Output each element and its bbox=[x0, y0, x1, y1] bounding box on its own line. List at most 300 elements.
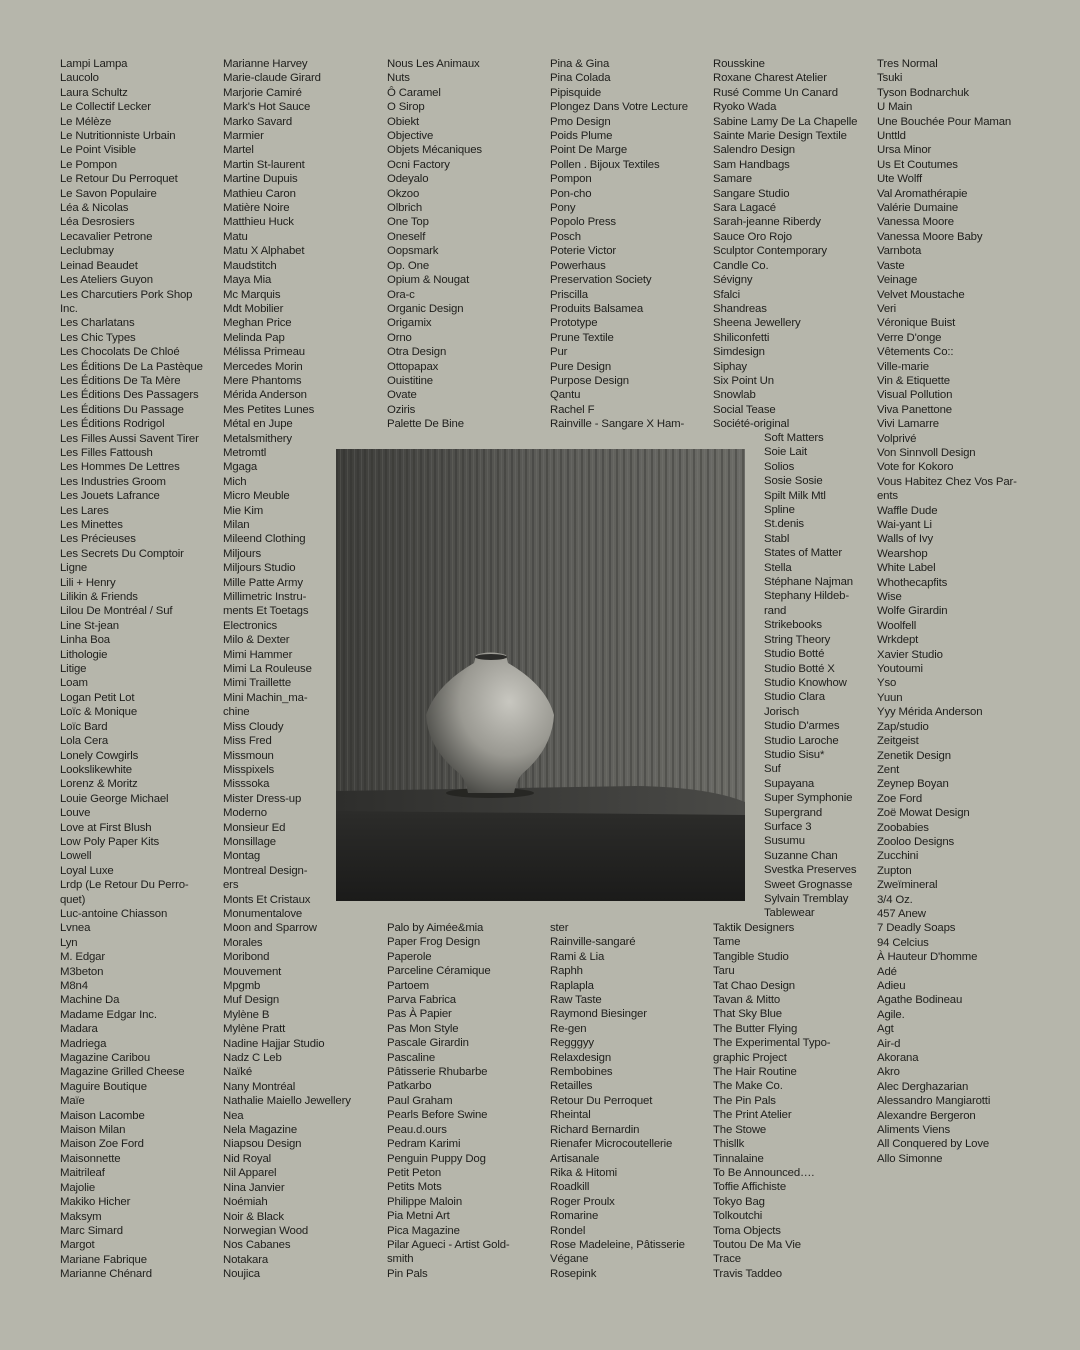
directory-entry: Toma Objects bbox=[713, 1224, 781, 1237]
directory-entry: Yuun bbox=[877, 691, 903, 704]
directory-entry: Le Retour Du Perroquet bbox=[60, 173, 178, 186]
directory-entry: Whothecapfits bbox=[877, 576, 948, 589]
directory-entry: 7 Deadly Soaps bbox=[877, 922, 956, 935]
directory-entry: Artisanale bbox=[550, 1152, 600, 1165]
directory-entry: Volprivé bbox=[877, 432, 917, 445]
directory-entry: Plongez Dans Votre Lecture bbox=[550, 101, 688, 114]
directory-entry: Ovate bbox=[387, 389, 417, 402]
directory-entry: Aliments Viens bbox=[877, 1124, 951, 1137]
directory-entry: Vanessa Moore Baby bbox=[877, 230, 983, 243]
directory-entry: Misspixels bbox=[223, 763, 275, 776]
directory-entry: Linha Boa bbox=[60, 634, 110, 647]
directory-entry: Pica Magazine bbox=[387, 1224, 460, 1237]
directory-entry: Susumu bbox=[764, 835, 805, 848]
directory-entry: Laura Schultz bbox=[60, 86, 128, 99]
directory-entry: Pin Pals bbox=[387, 1267, 428, 1280]
directory-entry: Studio D'armes bbox=[764, 720, 840, 733]
directory-entry: Poids Plume bbox=[550, 130, 613, 143]
directory-entry: M3beton bbox=[60, 965, 104, 978]
directory-entry: Mercedes Morin bbox=[223, 360, 303, 373]
directory-entry: Sabine Lamy De La Chapelle bbox=[713, 115, 858, 128]
directory-entry: Les Chic Types bbox=[60, 331, 136, 344]
directory-entry: Loam bbox=[60, 677, 88, 690]
directory-entry: Strikebooks bbox=[764, 619, 822, 632]
directory-entry: Le Point Visible bbox=[60, 144, 136, 157]
directory-entry: Ouistitine bbox=[387, 374, 433, 387]
directory-entry: Xavier Studio bbox=[877, 648, 943, 661]
directory-entry: Retour Du Perroquet bbox=[550, 1094, 653, 1107]
directory-entry: Miss Fred bbox=[223, 735, 272, 748]
directory-entry: Marjorie Camiré bbox=[223, 86, 302, 99]
directory-entry: Roger Proulx bbox=[550, 1195, 615, 1208]
directory-entry: 94 Celcius bbox=[877, 936, 929, 949]
directory-entry: Miljours Studio bbox=[223, 562, 296, 575]
directory-entry: Zoe Ford bbox=[877, 792, 923, 805]
directory-entry: Nos Cabanes bbox=[223, 1239, 291, 1252]
directory-entry: Orno bbox=[387, 331, 412, 344]
directory-entry: Low Poly Paper Kits bbox=[60, 835, 160, 848]
directory-entry: Lili + Henry bbox=[60, 576, 116, 589]
directory-entry: Micro Meuble bbox=[223, 490, 290, 503]
directory-entry: Priscilla bbox=[550, 288, 588, 301]
directory-entry: The Experimental Typo- bbox=[713, 1037, 831, 1050]
directory-entry: Maison Lacombe bbox=[60, 1109, 145, 1122]
directory-entry: Popolo Press bbox=[550, 216, 616, 229]
directory-entry: Tangible Studio bbox=[713, 950, 789, 963]
directory-entry: Soie Lait bbox=[764, 446, 807, 459]
directory-entry: M8n4 bbox=[60, 980, 88, 992]
directory-entry: Zeitgeist bbox=[877, 735, 919, 748]
directory-entry: Montreal Design- bbox=[223, 864, 308, 877]
directory-entry: Maguire Boutique bbox=[60, 1080, 147, 1093]
directory-entry: Pompon bbox=[550, 173, 592, 186]
directory-entry: Niapsou Design bbox=[223, 1138, 302, 1151]
directory-entry: Pur bbox=[550, 346, 568, 359]
directory-entry: Romarine bbox=[550, 1210, 599, 1223]
vase-photograph bbox=[336, 449, 745, 901]
directory-entry: Martine Dupuis bbox=[223, 173, 298, 186]
directory-entry: Vous Habitez Chez Vos Par- bbox=[877, 475, 1017, 488]
directory-entry: Preservation Society bbox=[550, 274, 652, 287]
directory-entry: Wearshop bbox=[877, 547, 928, 560]
directory-entry: Maudstitch bbox=[223, 259, 277, 272]
directory-entry: Taru bbox=[713, 965, 735, 978]
directory-entry: Matière Noire bbox=[223, 202, 290, 215]
directory-entry: Rusé Comme Un Canard bbox=[713, 86, 838, 99]
directory-entry: Matthieu Huck bbox=[223, 216, 294, 229]
directory-entry: Madame Edgar Inc. bbox=[60, 1008, 157, 1021]
directory-entry: Lithologie bbox=[60, 648, 108, 661]
directory-entry: ers bbox=[223, 879, 239, 892]
directory-entry: Les Industries Groom bbox=[60, 475, 166, 488]
directory-entry: Sévigny bbox=[713, 274, 753, 287]
directory-entry: Vivi Lamarre bbox=[877, 418, 939, 431]
directory-entry: Petit Peton bbox=[387, 1166, 442, 1179]
directory-entry: Miljours bbox=[223, 547, 262, 560]
directory-entry: U Main bbox=[877, 101, 913, 114]
directory-entry: Zupton bbox=[877, 864, 912, 877]
directory-entry: Ottopapax bbox=[387, 360, 439, 373]
directory-entry: Point De Marge bbox=[550, 144, 628, 157]
directory-entry: Léa Desrosiers bbox=[60, 216, 135, 229]
directory-entry: Moribond bbox=[223, 951, 270, 964]
directory-entry: Prototype bbox=[550, 317, 598, 330]
directory-entry: Love at First Blush bbox=[60, 821, 152, 834]
directory-entry: Veri bbox=[877, 302, 897, 315]
directory-entry: Lvnea bbox=[60, 922, 91, 935]
directory-entry: Woolfell bbox=[877, 619, 917, 632]
directory-entry: Raymond Biesinger bbox=[550, 1008, 647, 1021]
directory-entry: The Butter Flying bbox=[713, 1022, 798, 1035]
directory-entry: Muf Design bbox=[223, 994, 280, 1007]
directory-entry: Litige bbox=[60, 663, 87, 676]
directory-entry: Milan bbox=[223, 519, 250, 531]
directory-entry: Toutou De Ma Vie bbox=[713, 1238, 801, 1251]
directory-entry: Tablewear bbox=[764, 907, 815, 920]
directory-entry: Léa & Nicolas bbox=[60, 202, 129, 215]
directory-entry: Madara bbox=[60, 1023, 98, 1036]
directory-entry: Marianne Harvey bbox=[223, 58, 308, 70]
directory-entry: That Sky Blue bbox=[713, 1008, 782, 1021]
directory-entry: Nina Janvier bbox=[223, 1181, 285, 1194]
directory-entry: Powerhaus bbox=[550, 259, 606, 272]
directory-entry: Inc. bbox=[60, 302, 78, 315]
directory-entry: 3/4 Oz. bbox=[877, 893, 913, 906]
directory-entry: Yso bbox=[877, 677, 897, 690]
directory-entry: Roxane Charest Atelier bbox=[713, 72, 827, 85]
directory-entry: Ryoko Wada bbox=[713, 101, 777, 114]
name-column-4-bottom bbox=[550, 921, 685, 1281]
directory-entry: Nous Les Animaux bbox=[387, 58, 480, 70]
directory-entry: Wrkdept bbox=[877, 634, 919, 647]
directory-entry: Matu bbox=[223, 230, 248, 243]
directory-entry: M. Edgar bbox=[60, 951, 106, 964]
directory-entry: Alec Derghazarian bbox=[877, 1080, 969, 1093]
directory-entry: Candle Co. bbox=[713, 259, 769, 272]
directory-entry: Vanessa Moore bbox=[877, 216, 954, 229]
directory-entry: Zweïmineral bbox=[877, 879, 938, 892]
directory-entry: Zucchini bbox=[877, 850, 919, 863]
directory-entry: Shiliconfetti bbox=[713, 331, 770, 344]
directory-entry: Electronics bbox=[223, 619, 278, 632]
directory-entry: Adieu bbox=[877, 980, 906, 992]
directory-entry: Raphh bbox=[550, 965, 583, 978]
directory-entry: Von Sinnvoll Design bbox=[877, 446, 976, 459]
directory-entry: Monumentalove bbox=[223, 907, 303, 920]
directory-entry: Martel bbox=[223, 144, 254, 157]
directory-entry: Okzoo bbox=[387, 187, 420, 200]
directory-entry: Poterie Victor bbox=[550, 245, 617, 258]
directory-entry: Vote for Kokoro bbox=[877, 461, 954, 474]
directory-entry: Agathe Bodineau bbox=[877, 994, 963, 1007]
directory-entry: Trace bbox=[713, 1253, 741, 1266]
directory-entry: Sculptor Contemporary bbox=[713, 245, 827, 258]
directory-entry: Zap/studio bbox=[877, 720, 929, 733]
directory-entry: Leclubmay bbox=[60, 245, 114, 258]
directory-entry: O Sirop bbox=[387, 101, 425, 114]
directory-entry: Mgaga bbox=[223, 461, 258, 474]
directory-entry: Raw Taste bbox=[550, 994, 602, 1007]
directory-entry: Sarah-jeanne Riberdy bbox=[713, 216, 821, 229]
directory-entry: Roadkill bbox=[550, 1181, 590, 1194]
directory-entry: Les Filles Aussi Savent Tirer bbox=[60, 432, 199, 445]
name-column-1 bbox=[60, 57, 203, 1282]
directory-entry: Le Nutritionniste Urbain bbox=[60, 130, 176, 143]
directory-entry: Tinnalaine bbox=[713, 1152, 764, 1165]
directory-entry: Morales bbox=[223, 936, 263, 949]
directory-entry: Solios bbox=[764, 460, 795, 473]
directory-entry: Rami & Lia bbox=[550, 950, 605, 963]
directory-entry: Stephany Hildeb- bbox=[764, 590, 849, 603]
directory-entry: Mathieu Caron bbox=[223, 187, 296, 200]
name-column-2 bbox=[223, 57, 351, 1282]
directory-entry: Louve bbox=[60, 807, 91, 820]
directory-entry: Studio Botté X bbox=[764, 662, 835, 675]
directory-entry: Paperole bbox=[387, 950, 432, 963]
directory-entry: Les Charlatans bbox=[60, 317, 135, 330]
directory-entry: Nuts bbox=[387, 72, 410, 85]
directory-entry: Pia Metni Art bbox=[387, 1210, 450, 1223]
directory-entry: Waffle Dude bbox=[877, 504, 938, 517]
directory-entry: Norwegian Wood bbox=[223, 1224, 309, 1237]
directory-entry: Lecavalier Petrone bbox=[60, 230, 153, 243]
directory-entry: Sylvain Tremblay bbox=[764, 893, 849, 905]
directory-entry: Wolfe Girardin bbox=[877, 605, 948, 618]
directory-entry: Patkarbo bbox=[387, 1080, 432, 1093]
directory-entry: Pas À Papier bbox=[387, 1008, 452, 1021]
directory-entry: Suf bbox=[764, 763, 781, 776]
directory-entry: Mister Dress-up bbox=[223, 792, 302, 805]
directory-entry: Mimi La Rouleuse bbox=[223, 663, 312, 676]
directory-entry: Sweet Grognasse bbox=[764, 878, 853, 891]
directory-entry: Les Précieuses bbox=[60, 533, 136, 546]
directory-entry: Mouvement bbox=[223, 965, 282, 978]
directory-entry: Alexandre Bergeron bbox=[877, 1109, 976, 1122]
directory-entry: Mich bbox=[223, 475, 247, 488]
directory-entry: Paper Frog Design bbox=[387, 936, 481, 949]
directory-entry: Tavan & Mitto bbox=[713, 994, 781, 1007]
directory-entry: Svestka Preserves bbox=[764, 864, 857, 877]
directory-entry: Parceline Céramique bbox=[387, 965, 491, 978]
directory-entry: Mie Kim bbox=[223, 504, 264, 517]
directory-entry: Opium & Nougat bbox=[387, 274, 470, 287]
directory-entry: Philippe Maloin bbox=[387, 1195, 462, 1208]
directory-entry: Marc Simard bbox=[60, 1224, 123, 1237]
directory-entry: Loyal Luxe bbox=[60, 864, 114, 877]
directory-entry: Makiko Hicher bbox=[60, 1196, 131, 1209]
directory-entry: Nadz C Leb bbox=[223, 1052, 282, 1065]
directory-entry: Purpose Design bbox=[550, 374, 629, 387]
directory-entry: Rondel bbox=[550, 1224, 586, 1237]
directory-entry: smith bbox=[387, 1253, 414, 1266]
directory-entry: Thisllk bbox=[713, 1138, 745, 1151]
directory-entry: Maisonnette bbox=[60, 1152, 121, 1165]
directory-entry: Alessandro Mangiarotti bbox=[877, 1095, 991, 1108]
directory-entry: Maya Mia bbox=[223, 274, 272, 287]
directory-entry: Pas Mon Style bbox=[387, 1022, 459, 1035]
directory-entry: Lilikin & Friends bbox=[60, 591, 138, 604]
directory-entry: Agt bbox=[877, 1023, 894, 1036]
directory-entry: Shandreas bbox=[713, 302, 767, 315]
directory-entry: Stella bbox=[764, 561, 792, 574]
directory-entry: Obiekt bbox=[387, 115, 420, 128]
directory-entry: Mileend Clothing bbox=[223, 533, 306, 546]
directory-entry: Melinda Pap bbox=[223, 331, 285, 344]
directory-entry: Véronique Buist bbox=[877, 317, 956, 330]
directory-entry: String Theory bbox=[764, 633, 831, 646]
directory-entry: Paul Graham bbox=[387, 1094, 453, 1107]
directory-entry: Le Mélèze bbox=[60, 115, 112, 128]
directory-entry: Toffie Affichiste bbox=[713, 1181, 787, 1194]
directory-entry: Mariane Fabrique bbox=[60, 1253, 147, 1266]
directory-entry: Luc-antoine Chiasson bbox=[60, 907, 168, 920]
directory-entry: graphic Project bbox=[713, 1051, 787, 1064]
directory-entry: Noujica bbox=[223, 1268, 260, 1281]
directory-entry: Les Lares bbox=[60, 504, 109, 517]
directory-entry: Snowlab bbox=[713, 389, 756, 402]
directory-entry: Laucolo bbox=[60, 72, 99, 85]
directory-entry: Verre D'onge bbox=[877, 331, 942, 344]
directory-entry: Pina & Gina bbox=[550, 58, 610, 70]
directory-entry: Rose Madeleine, Pâtisserie bbox=[550, 1238, 685, 1251]
directory-entry: Objective bbox=[387, 130, 434, 143]
name-column-3-bottom bbox=[387, 921, 510, 1281]
directory-entry: Lrdp (Le Retour Du Perro- bbox=[60, 879, 189, 892]
directory-entry: Milo & Dexter bbox=[223, 634, 290, 647]
directory-entry: Noir & Black bbox=[223, 1210, 284, 1223]
directory-entry: Pedram Karimi bbox=[387, 1138, 461, 1151]
directory-entry: Supayana bbox=[764, 777, 815, 790]
directory-entry: Lampi Lampa bbox=[60, 58, 128, 70]
directory-entry: Ô Caramel bbox=[387, 86, 441, 99]
directory-entry: All Conquered by Love bbox=[877, 1138, 990, 1151]
directory-entry: Lookslikewhite bbox=[60, 763, 132, 776]
directory-entry: Supergrand bbox=[764, 806, 823, 819]
directory-entry: Mimi Hammer bbox=[223, 648, 293, 661]
directory-entry: Nid Royal bbox=[223, 1152, 272, 1165]
directory-entry: Oneself bbox=[387, 230, 426, 243]
directory-entry: Mini Machin_ma- bbox=[223, 691, 308, 704]
directory-entry: rand bbox=[764, 604, 787, 617]
directory-entry: Zoobabies bbox=[877, 821, 929, 834]
directory-entry: Mylène B bbox=[223, 1008, 270, 1021]
directory-entry: Pina Colada bbox=[550, 72, 611, 85]
directory-entry: Ora-c bbox=[387, 288, 415, 301]
directory-entry: Magazine Caribou bbox=[60, 1052, 151, 1065]
directory-entry: Végane bbox=[550, 1253, 589, 1266]
directory-entry: Line St-jean bbox=[60, 619, 119, 632]
directory-entry: Marmier bbox=[223, 130, 264, 143]
directory-entry: Nea bbox=[223, 1109, 244, 1122]
directory-entry: Metalsmithery bbox=[223, 432, 292, 445]
directory-entry: The Print Atelier bbox=[713, 1109, 792, 1122]
directory-entry: Loïc & Monique bbox=[60, 706, 138, 719]
directory-entry: Spilt Milk Mtl bbox=[764, 489, 826, 502]
directory-entry: Naïké bbox=[223, 1066, 253, 1079]
directory-entry: Meghan Price bbox=[223, 317, 292, 330]
directory-entry: Unttld bbox=[877, 130, 906, 143]
directory-entry: ents bbox=[877, 490, 898, 503]
directory-entry: Tyson Bodnarchuk bbox=[877, 86, 969, 99]
directory-entry: Margot bbox=[60, 1239, 95, 1252]
directory-entry: Les Éditions Rodrigol bbox=[60, 418, 165, 431]
directory-entry: Loïc Bard bbox=[60, 720, 108, 733]
directory-entry: Noémiah bbox=[223, 1196, 268, 1209]
directory-entry: Zoë Mowat Design bbox=[877, 807, 970, 820]
directory-entry: Ursa Minor bbox=[877, 144, 932, 157]
directory-entry: Millimetric Instru- bbox=[223, 591, 307, 604]
directory-entry: Lorenz & Moritz bbox=[60, 778, 138, 791]
directory-entry: Les Éditions Des Passagers bbox=[60, 389, 199, 402]
directory-entry: Raplapla bbox=[550, 979, 594, 992]
directory-entry: Samare bbox=[713, 173, 752, 186]
directory-entry: Pascaline bbox=[387, 1051, 436, 1064]
directory-entry: Missmoun bbox=[223, 749, 274, 762]
directory-entry: Madriega bbox=[60, 1037, 107, 1050]
directory-entry: Qantu bbox=[550, 389, 581, 402]
directory-entry: Taktik Designers bbox=[713, 922, 795, 934]
directory-entry: Le Pompon bbox=[60, 158, 117, 171]
directory-entry: Rienafer Microcoutellerie bbox=[550, 1138, 673, 1151]
directory-entry: Nany Montréal bbox=[223, 1080, 296, 1093]
directory-entry: Tsuki bbox=[877, 72, 903, 85]
directory-entry: Miss Cloudy bbox=[223, 720, 284, 733]
directory-entry: Suzanne Chan bbox=[764, 849, 838, 862]
directory-entry: Odeyalo bbox=[387, 173, 429, 186]
directory-entry: Le Savon Populaire bbox=[60, 187, 157, 200]
directory-entry: Peau.d.ours bbox=[387, 1123, 447, 1136]
directory-entry: Stabl bbox=[764, 532, 790, 545]
directory-entry: Rembobines bbox=[550, 1066, 613, 1079]
directory-entry: Les Jouets Lafrance bbox=[60, 490, 160, 503]
directory-entry: Les Charcutiers Pork Shop bbox=[60, 288, 193, 301]
directory-entry: Leinad Beaudet bbox=[60, 259, 138, 272]
name-column-5-wrap bbox=[764, 431, 856, 921]
directory-entry: Oziris bbox=[387, 403, 416, 416]
directory-entry: Richard Bernardin bbox=[550, 1123, 640, 1136]
directory-entry: Regggyy bbox=[550, 1037, 594, 1050]
directory-entry: Relaxdesign bbox=[550, 1051, 612, 1064]
directory-entry: Walls of Ivy bbox=[877, 533, 934, 546]
directory-entry: Pearls Before Swine bbox=[387, 1109, 488, 1122]
directory-entry: Studio Laroche bbox=[764, 734, 839, 747]
directory-entry: Re-gen bbox=[550, 1022, 587, 1035]
directory-entry: Montag bbox=[223, 850, 261, 863]
directory-entry: Ville-marie bbox=[877, 360, 929, 373]
directory-entry: quet) bbox=[60, 893, 86, 906]
directory-entry: Rika & Hitomi bbox=[550, 1166, 618, 1179]
directory-entry: Wise bbox=[877, 591, 902, 604]
directory-entry: Lonely Cowgirls bbox=[60, 749, 139, 762]
directory-entry: Stéphane Najman bbox=[764, 576, 853, 589]
directory-entry: Studio Botté bbox=[764, 648, 825, 661]
directory-entry: Pmo Design bbox=[550, 115, 611, 128]
directory-entry: Varnbota bbox=[877, 245, 922, 258]
directory-entry: Organic Design bbox=[387, 302, 464, 315]
directory-entry: Olbrich bbox=[387, 202, 423, 215]
directory-entry: States of Matter bbox=[764, 547, 843, 560]
directory-entry: Objets Mécaniques bbox=[387, 144, 482, 157]
directory-entry: Six Point Un bbox=[713, 374, 774, 387]
directory-entry: Sara Lagacé bbox=[713, 202, 776, 215]
directory-entry: The Stowe bbox=[713, 1123, 767, 1136]
directory-entry: Salendro Design bbox=[713, 144, 795, 157]
directory-entry: Palo by Aimée&mia bbox=[387, 922, 484, 934]
directory-entry: Retailles bbox=[550, 1080, 593, 1093]
directory-entry: Metromtl bbox=[223, 446, 267, 459]
directory-entry: Adé bbox=[877, 965, 897, 978]
directory-entry: The Make Co. bbox=[713, 1080, 783, 1093]
